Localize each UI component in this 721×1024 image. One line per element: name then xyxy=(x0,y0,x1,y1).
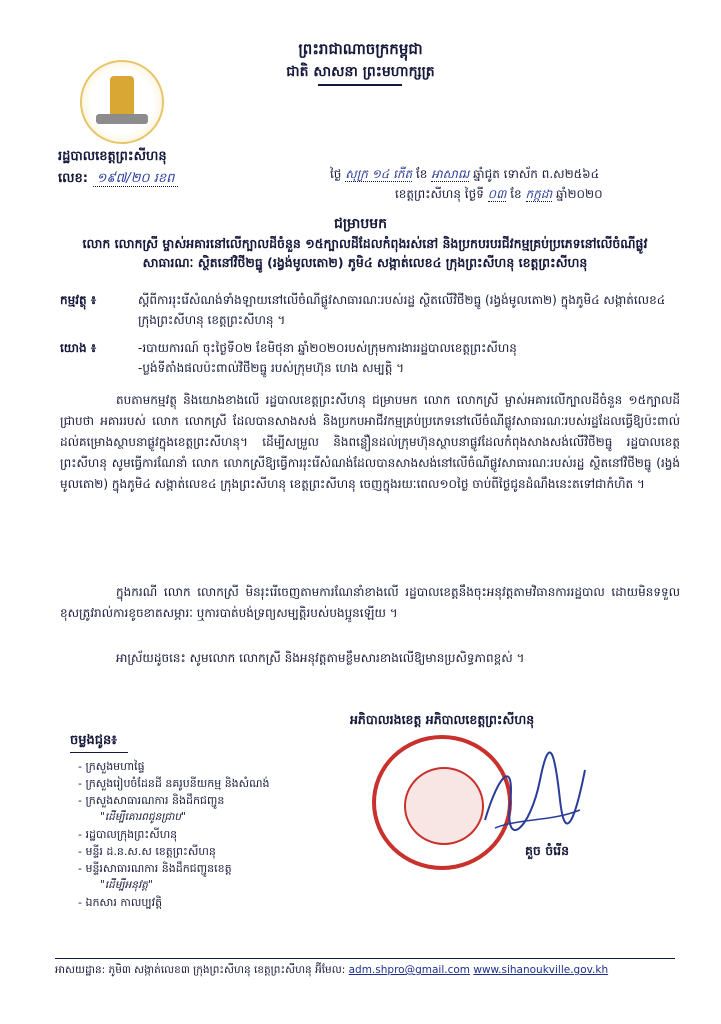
reference-row xyxy=(60,338,680,378)
cc-item-text: - រដ្ឋបាលក្រុងព្រះសីហនុ xyxy=(78,828,178,841)
cc-list xyxy=(78,758,270,911)
cc-title: ចម្លងជូន៖ xyxy=(70,733,117,748)
national-motto: ជាតិ សាសនា ព្រះមហាក្សត្រ xyxy=(286,64,435,80)
footer-email-link[interactable]: adm.shpro@gmail.com xyxy=(348,964,471,976)
reference-item: -ប្លង់ទីតាំងផលប៉ះពាល់វិថី២ធ្នូ របស់ក្រុមហ៊ុន ហេង សម្បត្តិ ។ xyxy=(138,361,405,375)
cc-underline xyxy=(70,752,128,753)
footer-website-link[interactable]: www.sihanoukville.gov.kh xyxy=(473,964,609,976)
reference-number xyxy=(58,170,178,189)
footer-address xyxy=(55,964,695,979)
signatory-title: អភិបាលរងខេត្ត អភិបាលខេត្តព្រះសីហនុ xyxy=(350,712,535,727)
subject-label: កម្មវត្ថុ ៖ xyxy=(60,293,97,307)
cc-item xyxy=(78,894,270,911)
kingdom-heading: ព្រះរាជាណាចក្រកម្ពុជា xyxy=(298,40,423,58)
cc-item-text: - ឯកសារ កាលប្បវត្តិ xyxy=(78,896,163,909)
body-paragraph-3: អាស្រ័យដូចនេះ សូមលោក លោកស្រី និងអនុវត្តតាមខ្លឹមសារខាងលើឱ្យមានប្រសិទ្ធភាពខ្ពស់ ។ xyxy=(116,651,525,665)
cc-item xyxy=(78,826,270,843)
solar-month-fill: កក្កដា xyxy=(525,187,553,201)
solar-date xyxy=(395,186,603,204)
issuing-authority: រដ្ឋបាលខេត្តព្រះសីហនុ xyxy=(58,149,167,164)
cc-item-text: - មន្ទីរសាធារណការ និងដឹកជញ្ជូនខេត្ត xyxy=(78,862,232,875)
provincial-seal-logo xyxy=(80,60,164,144)
cc-item xyxy=(78,843,270,860)
cc-item xyxy=(78,775,270,792)
footer-address-text: អាសយដ្ឋាន: ភូមិ៣ សង្កាត់លេខ៣ ក្រុងព្រះសីហនុ ខេត្តព្រះសីហនុ អ៊ីមែល: xyxy=(55,964,346,976)
logo-tower-icon xyxy=(110,76,134,116)
stamp-emblem-icon xyxy=(404,767,484,845)
handwritten-signature xyxy=(480,750,590,840)
solar-day-fill: ០៣ xyxy=(487,187,507,201)
subject-text: ស្តីពីការរុះរើសំណង់ទាំងឡាយនៅលើចំណីផ្លូវសាធារណៈរបស់រដ្ឋ ស្ថិតលើវិថី២ធ្នូ (រង្វង់មូលតោ២) ក្នុងភូមិ៤ សង្កាត់លេខ៤ ក្រុងព្រះសីហនុ ខេត្តព្រះសីហនុ ។ xyxy=(138,293,666,327)
notice-addressee: លោក លោកស្រី ម្ចាស់អគារនៅលើក្បាលដីចំនួន ១៥ក្បាលដីដែលកំពុងរស់នៅ និងប្រកបរបរជីវកម្មគ្រប់ប្រភេទនៅលើចំណីផ្លូវសាធារណៈ ស្ថិតនៅវិថី២ធ្នូ (រង្វង់មូលតោ២) ភូមិ៤ សង្កាត់លេខ៤ ក្រុងព្រះសីហនុ ខេត្តព្រះសីហនុ xyxy=(82,236,648,270)
cc-item xyxy=(78,792,270,826)
solar-year: ឆ្នាំ២០២០ xyxy=(556,187,603,201)
cc-item-text: - ក្រសួងសាធារណការ និងដឹកជញ្ជូន xyxy=(78,794,225,807)
reference-section-label: យោង ៖ xyxy=(60,341,97,355)
subject-row xyxy=(60,290,680,330)
cc-item-note: "ដើម្បីគោរពជូនជ្រាប" xyxy=(100,811,186,823)
body-paragraph-1: តបតាមកម្មវត្ថុ និងយោងខាងលើ រដ្ឋបាលខេត្តព្រះសីហនុ ជម្រាបមក លោក លោកស្រី ម្ចាស់អគារលើក្បាលដីចំនួន ១៥ក្បាលដី ជ្រាបថា អគាររបស់ លោក លោកស្រី ដែលបានសាងសង់ និងប្រកបអាជីវកម្មគ្រប់ប្រភេទនៅលើចំណីផ្លូវសាធារណៈរបស់រដ្ឋដែលធ្វើឱ្យប៉ះពាល់ដល់គម្រោងស្ថាបនាផ្លូវក្នុងខេត្តព្រះសីហនុ។ ដើម្បីសម្រួល និងពន្លឿនដល់ក្រុមហ៊ុនស្ថាបនាផ្លូវដែលកំពុងសាងសង់លើវិថី២ធ្នូ រដ្ឋបាលខេត្តព្រះសីហនុ សូមធ្វើការណែនាំ លោក លោកស្រីឱ្យធ្វើការរុះរើសំណង់ដែលបានសាងសង់នៅលើចំណីផ្លូវសាធារណៈរបស់រដ្ឋ ស្ថិតនៅវិថី២ធ្នូ (រង្វង់មូលតោ២) ក្នុងភូមិ៤ សង្កាត់លេខ៤ ក្រុងព្រះសីហនុ ខេត្តព្រះសីហនុ ចេញក្នុងរយៈពេល១០ថ្ងៃ ចាប់ពីថ្ងៃជូនដំណឹងនេះតទៅជាកំហិត ។ xyxy=(60,393,680,491)
cc-item xyxy=(78,860,270,894)
reference-item: -របាយការណ៍ ចុះថ្ងៃទី០២ ខែមិថុនា ឆ្នាំ២០២០របស់ក្រុមការងាររដ្ឋបាលខេត្តព្រះសីហនុ xyxy=(138,341,517,355)
lunar-month-word: ខែ xyxy=(415,167,428,181)
lunar-year: ឆ្នាំជូត ទោស័ក ព.ស២៥៦៤ xyxy=(473,167,600,181)
cc-item xyxy=(78,758,270,775)
cc-item-text: - ក្រសួងរៀបចំដែនដី នគរូបនីយកម្ម និងសំណង់ xyxy=(78,777,270,790)
logo-base-icon xyxy=(96,114,148,124)
reference-label: លេខ: xyxy=(58,171,88,186)
solar-date-prefix: ខេត្តព្រះសីហនុ ថ្ងៃទី xyxy=(395,187,484,201)
cc-item-text: - ក្រសួងមហាផ្ទៃ xyxy=(78,760,145,773)
lunar-day-fill: សុក្រ ១៤ កើត xyxy=(345,167,413,181)
reference-value: ១៩៧/២០ រខព xyxy=(93,171,179,187)
cc-item-note: "ដើម្បីអនុវត្ត" xyxy=(100,879,153,891)
motto-divider xyxy=(318,84,402,86)
notice-title: ជម្រាបមក xyxy=(333,216,388,232)
signatory-name: គួច ចំរើន xyxy=(525,843,570,858)
solar-month-word: ខែ xyxy=(510,187,522,201)
lunar-date-prefix: ថ្ងៃ xyxy=(330,167,342,181)
lunar-month-fill: អាសាឍ xyxy=(431,167,470,181)
lunar-date xyxy=(330,166,599,184)
footer-divider xyxy=(55,958,675,959)
body-paragraph-2: ក្នុងករណី លោក លោកស្រី មិនរុះរើចេញតាមការណែនាំខាងលើ រដ្ឋបាលខេត្តនឹងចុះអនុវត្តតាមវិធានការរដ្ឋបាល ដោយមិនទទួលខុសត្រូវរាល់ការខូចខាតសម្ភារៈ ឬការបាត់បង់ទ្រព្យសម្បត្តិរបស់បងប្អូនឡើយ ។ xyxy=(60,585,680,620)
cc-item-text: - មន្ទីរ ដ.ន.ស.ស ខេត្តព្រះសីហនុ xyxy=(78,845,216,858)
